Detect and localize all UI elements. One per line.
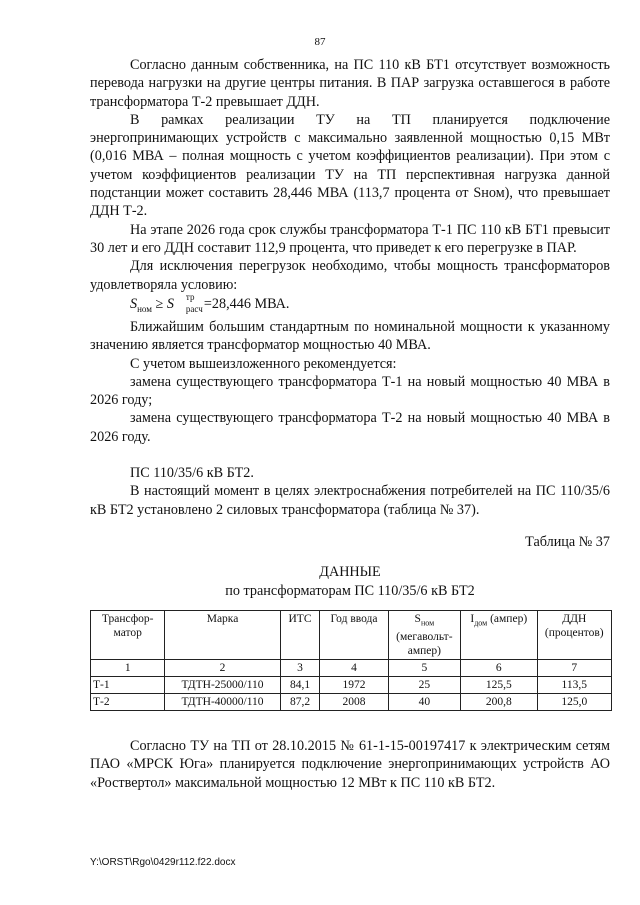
paragraph: На этапе 2026 года срок службы трансформатора Т-1 ПС 110 кВ БТ1 превысит 30 лет и его ДДН составит 112,9 процента, что приведет к его перегрузке в ПАР. bbox=[90, 221, 610, 256]
page-number: 87 bbox=[314, 36, 326, 48]
table-row: Т-1 ТДТН-25000/110 84,1 1972 25 125,5 113,5 bbox=[91, 677, 612, 694]
table-title: ДАННЫЕ bbox=[319, 564, 381, 581]
table-index-row: 1 2 3 4 5 6 7 bbox=[91, 660, 612, 677]
paragraph: Для исключения перегрузок необходимо, чтобы мощность трансформаторов удовлетворяла условию: bbox=[90, 258, 610, 293]
header-its: ИТС bbox=[280, 610, 320, 659]
paragraph: замена существующего трансформатора Т-2 на новый мощностью 40 МВА в 2026 году. bbox=[90, 410, 610, 445]
header-idom: $I_{дом}$ (ампер) bbox=[461, 610, 537, 659]
document-body bbox=[90, 56, 610, 792]
substation-heading: ПС 110/35/6 кВ БТ2. bbox=[130, 465, 254, 482]
table-row: Т-2 ТДТН-40000/110 87,2 2008 40 200,8 125,0 bbox=[91, 694, 612, 711]
paragraph: Согласно данным собственника, на ПС 110 кВ БТ1 отсутствует возможность перевода нагрузки на другие центры питания. В ПАР загрузка оставшегося в работе трансформатора Т-2 превышает ДДН. bbox=[90, 57, 610, 110]
paragraph: В рамках реализации ТУ на ТП планируется подключение энергопринимающих устройств с максимально заявленной мощностью 0,15 МВт (0,016 МВА – полная мощность с учетом коэффициентов реализации). При этом с учетом коэффициентов реализации ТУ на ТП перспективная нагрузка данной подстанции может составить 28,446 МВА (113,7 процента от Sном), что превышает ДДН Т-2. bbox=[90, 111, 610, 220]
table-caption: Таблица № 37 bbox=[525, 533, 610, 550]
header-ddn: ДДН (процентов) bbox=[537, 610, 612, 659]
table-header-row bbox=[91, 610, 612, 659]
header-brand: Марка bbox=[165, 610, 280, 659]
transformer-table bbox=[90, 610, 612, 711]
paragraph: Согласно ТУ на ТП от 28.10.2015 № 61-1-15-00197417 к электрическим сетям ПАО «МРСК Юга» планируется подключение энергопринимающих устройств АО «Роствертол» максимальной мощностью 12 МВт к ПС 110 кВ БТ2. bbox=[90, 738, 610, 791]
header-snom: $S_{ном}$ (мегавольт-ампер) bbox=[388, 610, 460, 659]
paragraph: В настоящий момент в целях электроснабжения потребителей на ПС 110/35/6 кВ БТ2 установлено 2 силовых трансформатора (таблица № 37). bbox=[90, 483, 610, 518]
paragraph: С учетом вышеизложенного рекомендуется: bbox=[130, 355, 397, 372]
table-subtitle: по трансформаторам ПС 110/35/6 кВ БТ2 bbox=[225, 582, 475, 599]
paragraph: замена существующего трансформатора Т-1 на новый мощностью 40 МВА в 2026 году; bbox=[90, 373, 610, 409]
file-path-footer: Y:\ORST\Rgo\0429r112.f22.docx bbox=[90, 857, 236, 868]
paragraph: Ближайшим большим стандартным по номинальной мощности к указанному значению является трансформатор мощностью 40 МВА. bbox=[90, 318, 610, 354]
power-formula: $S_{ном} \ge S$ тр расч =28,446 МВА. bbox=[130, 291, 290, 314]
header-transformer: Трансфор-матор bbox=[91, 610, 165, 659]
header-year: Год ввода bbox=[320, 610, 388, 659]
